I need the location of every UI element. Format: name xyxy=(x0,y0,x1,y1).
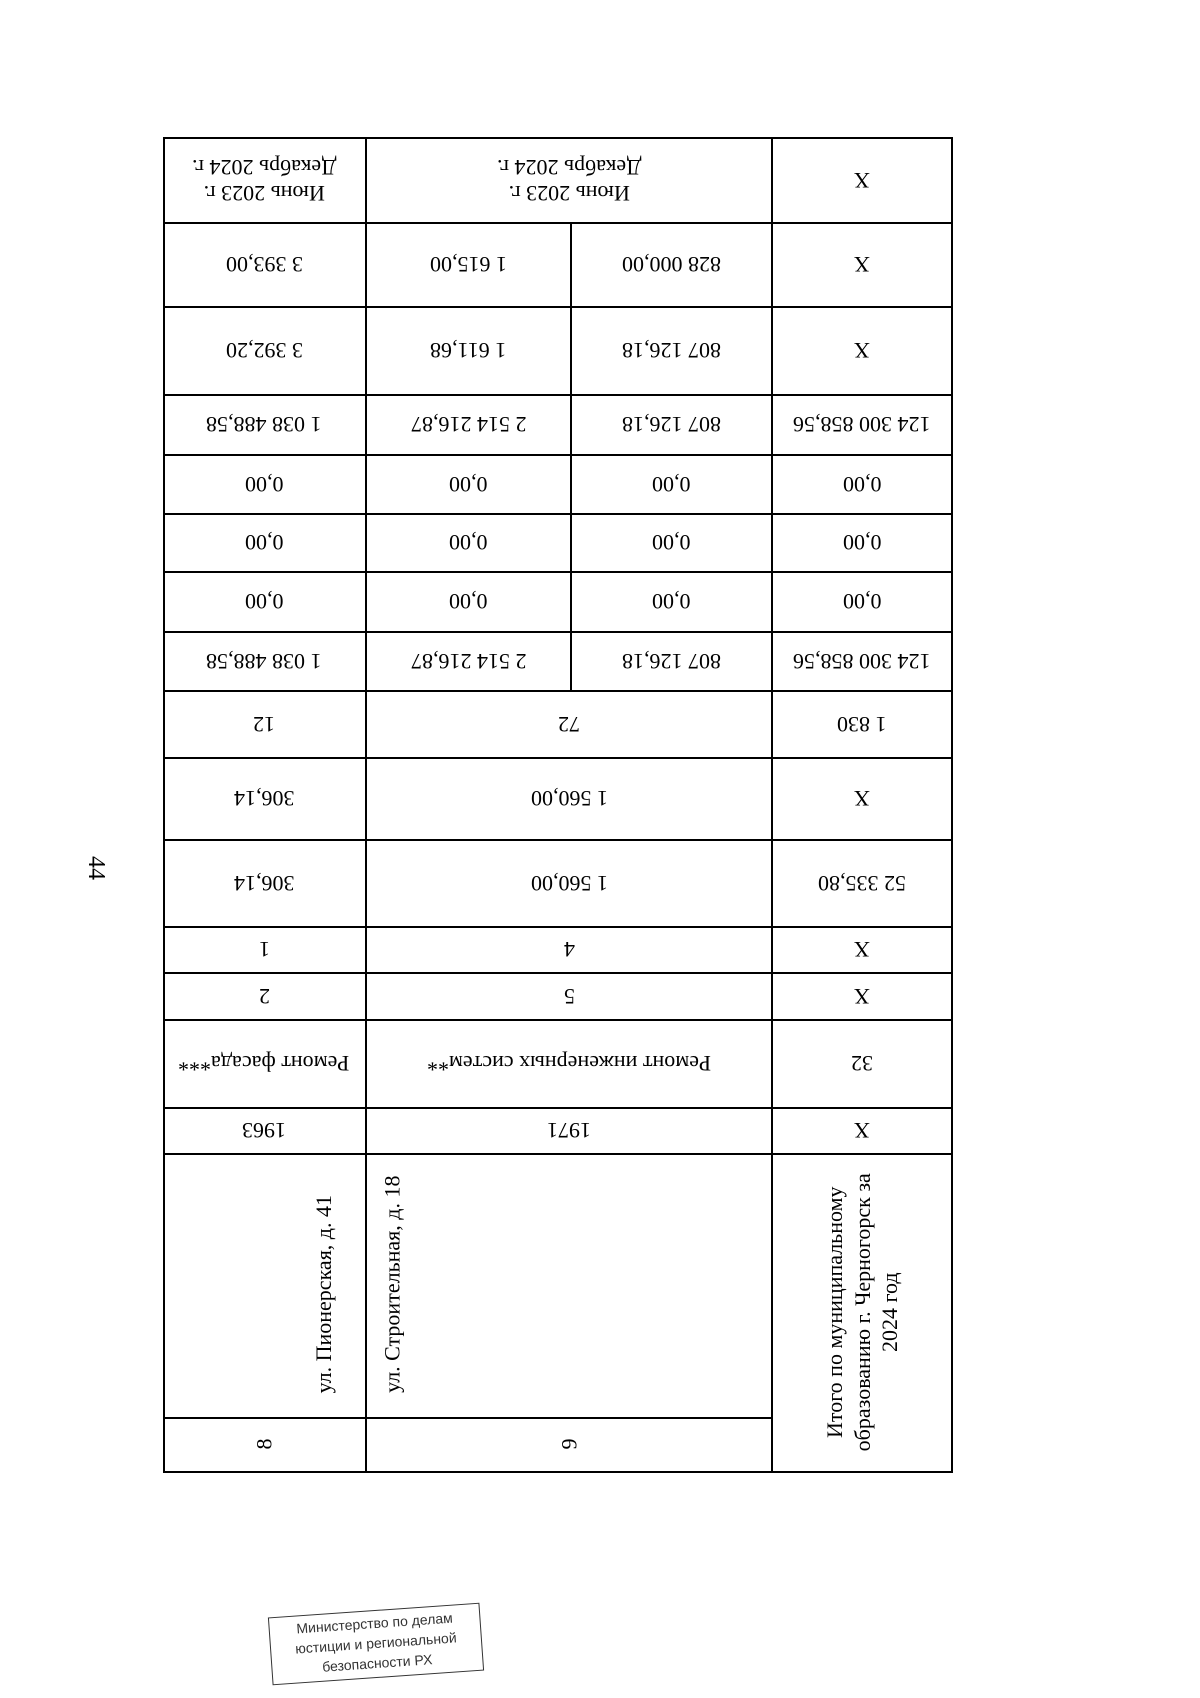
total-c14: 124 300 858,56 xyxy=(793,412,931,437)
r8-c9: 12 xyxy=(253,711,275,737)
r8-year: 1963 xyxy=(242,1118,286,1143)
r9-c14a: 2 514 216,87 xyxy=(410,412,527,437)
r9-year: 1971 xyxy=(547,1118,591,1143)
total-c6: X xyxy=(854,937,870,962)
r8-c11: 0,00 xyxy=(244,589,284,614)
total-label xyxy=(773,1153,951,1471)
r9-total-a: 2 514 216,87 xyxy=(410,648,527,674)
total-total: 124 300 858,56 xyxy=(793,648,931,674)
r9-c9: 72 xyxy=(558,711,580,737)
page-number: 44 xyxy=(83,856,109,880)
total-c12: 0,00 xyxy=(842,530,882,555)
total-year: X xyxy=(854,1118,870,1143)
total-label-l1: Итого по муниципальному xyxy=(821,1186,847,1438)
total-c15b: X xyxy=(854,338,870,363)
r9-c7: 1 560,00 xyxy=(530,870,608,896)
r9-c13b: 0,00 xyxy=(652,471,691,497)
total-c11: 0,00 xyxy=(842,589,882,614)
total-label-l2: образованию г. Черногорск за xyxy=(849,1172,875,1452)
r9-c12b: 0,00 xyxy=(652,530,691,555)
r9-c15b: 807 126,18 xyxy=(622,338,721,363)
repair-table-grid xyxy=(163,137,953,1473)
total-c9: 1 830 xyxy=(837,711,887,737)
total-c5: X xyxy=(854,983,870,1009)
r9-period: Июнь 2023 г. Декабрь 2024 г. xyxy=(496,154,642,206)
r9-c6: 4 xyxy=(563,937,575,962)
r8-period: Июнь 2023 г. Декабрь 2024 г. xyxy=(191,154,337,206)
r9-total-b: 807 126,18 xyxy=(622,648,721,674)
total-c7: 52 335,80 xyxy=(818,870,906,896)
stamp-line3: безопасности РХ xyxy=(321,1651,433,1675)
r9-work: Ремонт инженерных систем** xyxy=(427,1051,711,1076)
r8-c16: 3 393,00 xyxy=(225,252,303,277)
r8-c12: 0,00 xyxy=(244,530,284,555)
r9-c13a: 0,00 xyxy=(449,471,488,497)
r9-c12a: 0,00 xyxy=(449,530,488,555)
total-label-l3: 2024 год xyxy=(876,1272,902,1352)
stamp-line1: Министерство по делам xyxy=(295,1609,454,1637)
r8-c5: 2 xyxy=(258,983,270,1009)
r8-c8: 306,14 xyxy=(233,786,295,811)
r9-c11b: 0,00 xyxy=(652,589,691,614)
r9-no: 9 xyxy=(556,1438,581,1450)
r9-c16b: 828 000,00 xyxy=(622,252,721,277)
r9-address: ул. Строительная, д. 18 xyxy=(379,1175,405,1393)
r8-c6: 1 xyxy=(258,937,270,962)
total-c13: 0,00 xyxy=(842,471,882,497)
r8-total: 1 038 488,58 xyxy=(206,648,322,674)
total-c8: X xyxy=(854,786,870,811)
stamp-line2: юстиции и региональной xyxy=(294,1629,458,1657)
r8-c13: 0,00 xyxy=(244,471,284,497)
r8-address: ул. Пионерская, д. 41 xyxy=(310,1194,336,1394)
total-work: 32 xyxy=(851,1051,873,1076)
r9-c5: 5 xyxy=(563,983,575,1009)
r8-c14: 1 038 488,58 xyxy=(206,412,322,437)
total-c16: X xyxy=(854,167,870,193)
r9-c8: 1 560,00 xyxy=(530,786,608,811)
r9-c14b: 807 126,18 xyxy=(622,412,721,437)
r8-c7: 306,14 xyxy=(233,870,295,896)
stamp xyxy=(268,1603,484,1686)
r9-c16a: 1 615,00 xyxy=(430,252,507,277)
r9-c15a: 1 611,68 xyxy=(430,338,507,363)
r8-work: Ремонт фасада*** xyxy=(178,1051,350,1076)
r8-no: 8 xyxy=(251,1438,276,1450)
r8-c15: 3 392,20 xyxy=(225,338,303,363)
total-c15: X xyxy=(854,252,870,277)
r9-c11a: 0,00 xyxy=(449,589,488,614)
